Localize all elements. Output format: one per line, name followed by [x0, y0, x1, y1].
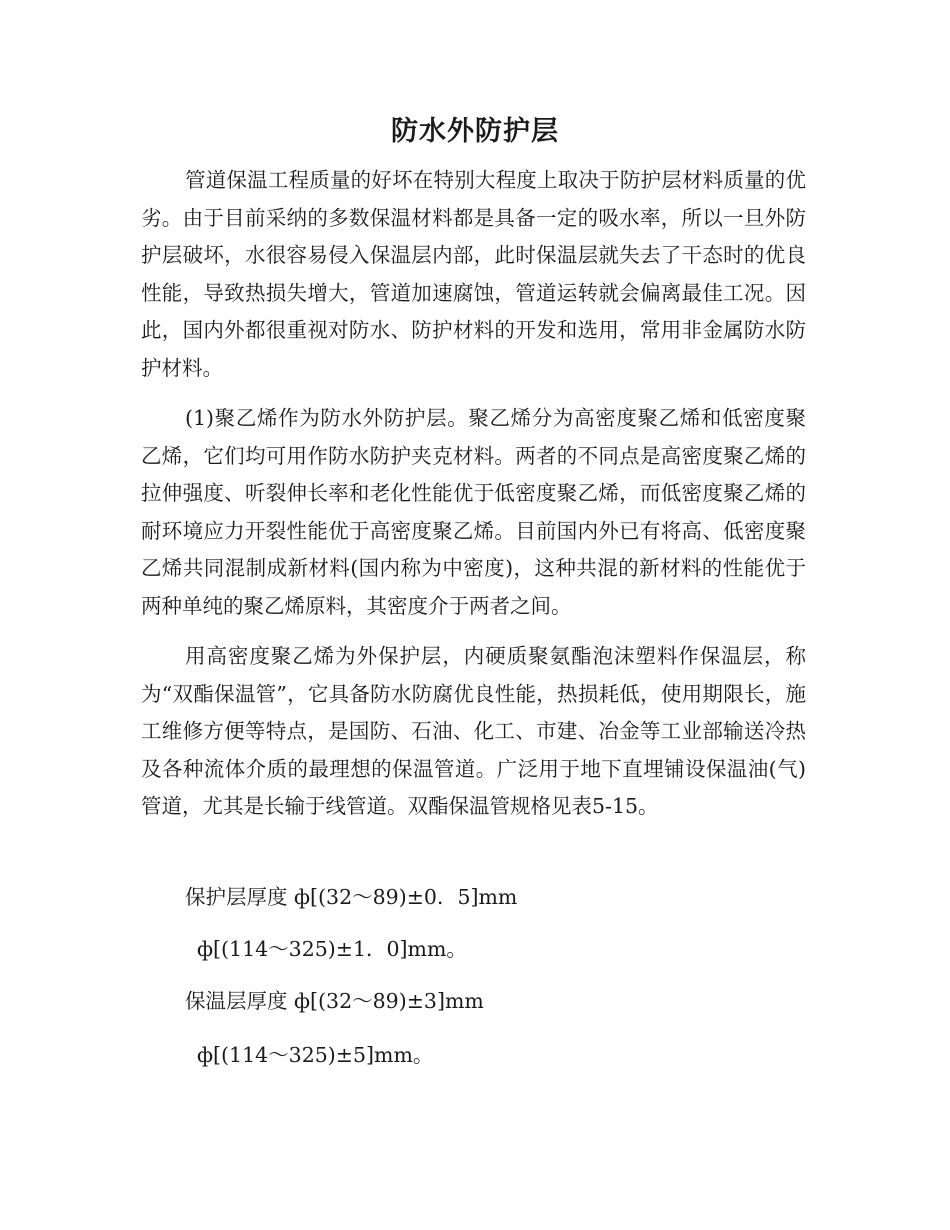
spec-protective-layer-thickness-large: ф[(114～325)±1．0]mm。	[197, 937, 467, 961]
paragraph-intro: 管道保温工程质量的好坏在特别大程度上取决于防护层材料质量的优劣。由于目前采纳的多数保温材料都是具备一定的吸水率，所以一旦外防护层破坏，水很容易侵入保温层内部，此时保温层就失去了干态时的优良性能，导致热损失增大，管道加速腐蚀，管道运转就会偏离最佳工况。因此，国内外都很重视对防水、防护材料的开发和选用，常用非金属防水防护材料。	[141, 168, 806, 380]
spec-insulation-layer-thickness-large: ф[(114～325)±5]mm。	[197, 1043, 434, 1067]
paragraph-polyethylene: (1)聚乙烯作为防水外防护层。聚乙烯分为高密度聚乙烯和低密度聚乙烯，它们均可用作防水防护夹克材料。两者的不同点是高密度聚乙烯的拉伸强度、听裂伸长率和老化性能优于低密度聚乙烯，而低密度聚乙烯的耐环境应力开裂性能优于高密度聚乙烯。目前国内外已有将高、低密度聚乙烯共同混制成新材料(国内称为中密度)，这种共混的新材料的性能优于两种单纯的聚乙烯原料，其密度介于两者之间。	[141, 406, 806, 618]
document-title: 防水外防护层	[391, 116, 559, 147]
paragraph-double-ester-pipe: 用高密度聚乙烯为外保护层，内硬质聚氨酯泡沫塑料作保温层，称为“双酯保温管”，它具备防水防腐优良性能，热损耗低，使用期限长，施工维修方便等特点，是国防、石油、化工、市建、冶金等工业部输送冷热及各种流体介质的最理想的保温管道。广泛用于地下直埋铺设保温油(气)管道，尤其是长输于线管道。双酯保温管规格见表5-15。	[141, 644, 806, 819]
spec-insulation-layer-thickness: 保温层厚度 ф[(32～89)±3]mm	[185, 989, 484, 1013]
spec-protective-layer-thickness: 保护层厚度 ф[(32～89)±0．5]mm	[185, 885, 518, 909]
